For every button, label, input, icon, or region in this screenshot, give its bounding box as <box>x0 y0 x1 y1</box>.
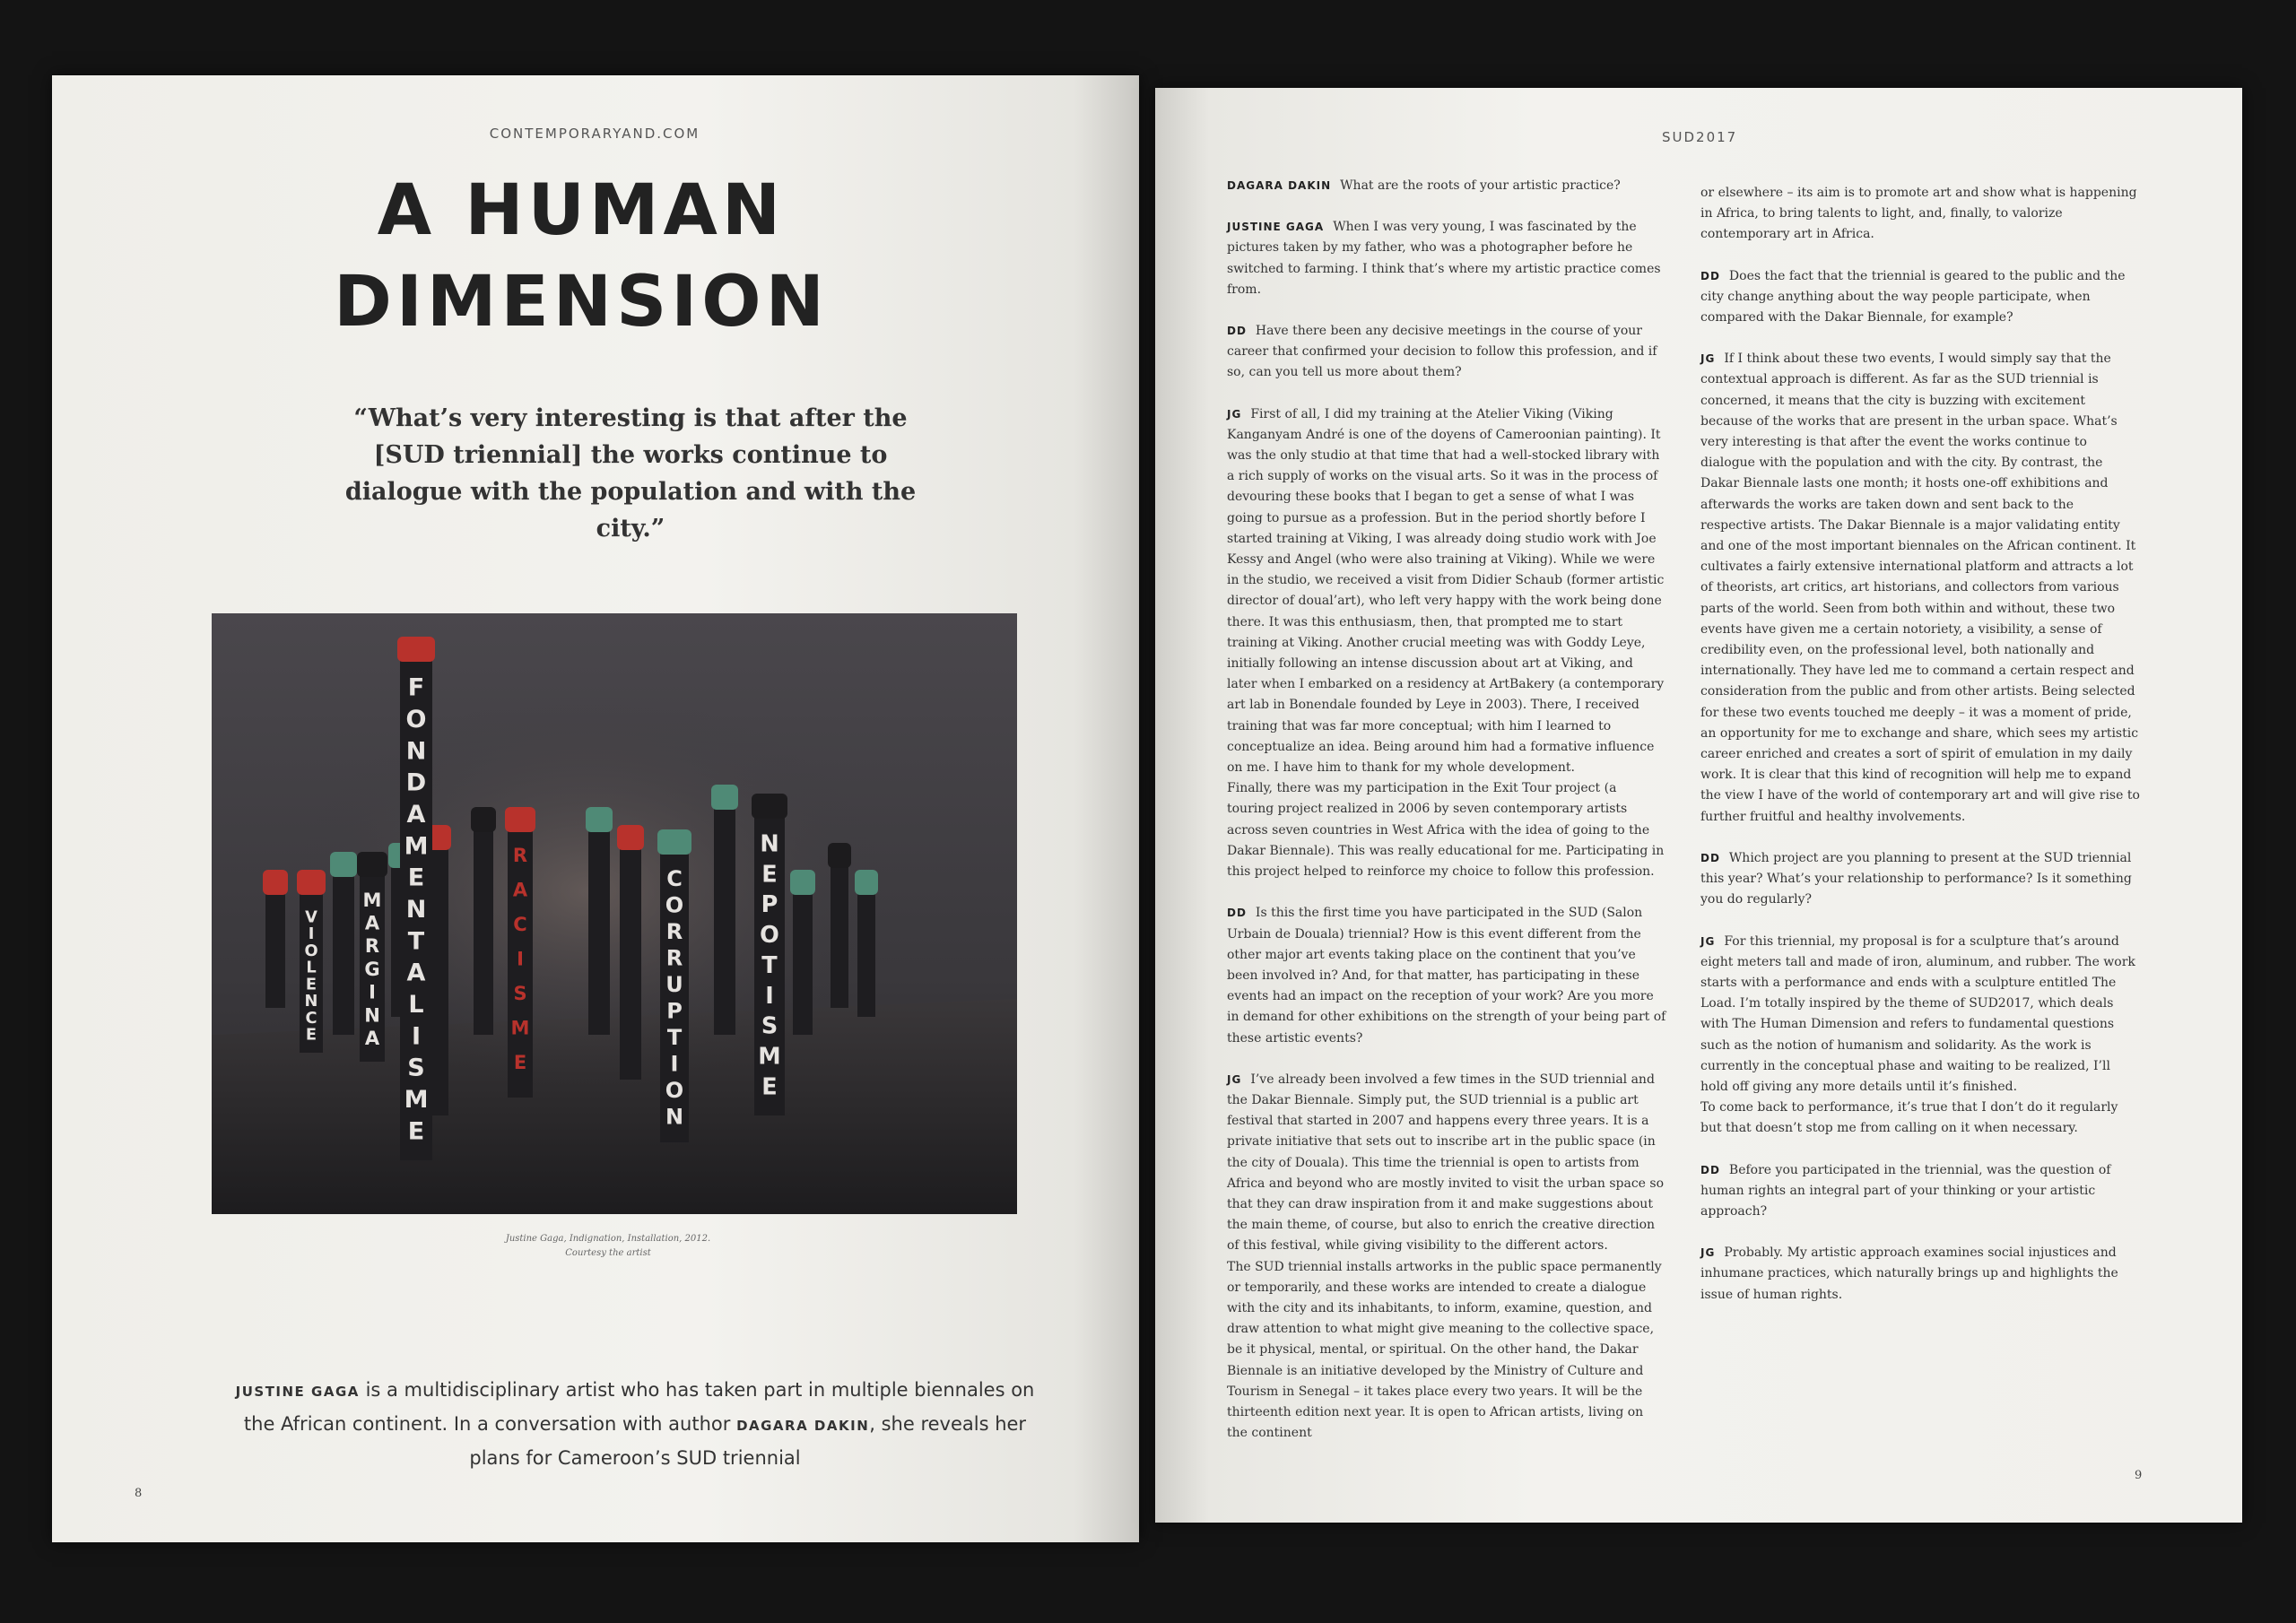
intro-text-2: , she reveals her plans for Cameroon’s SUD triennial <box>469 1413 1027 1469</box>
pillar-head <box>752 794 787 819</box>
speaker-label: JG <box>1700 1246 1716 1260</box>
pillar-letter: N <box>364 1004 380 1027</box>
running-head-right: SUD2017 <box>1662 129 1738 145</box>
running-head-left: CONTEMPORARYAND.COM <box>489 126 700 142</box>
pillar-letter: I <box>411 1022 422 1051</box>
title-line-1: A HUMAN <box>377 170 786 251</box>
pillar-letter: P <box>761 891 778 919</box>
pillar-letter: U <box>665 972 683 998</box>
interview-paragraph <box>1700 1243 2140 1306</box>
pillar-letter: S <box>407 1054 425 1082</box>
pillar-letter: I <box>765 982 774 1010</box>
pillar-letter: T <box>761 951 778 979</box>
pillar-letter: N <box>304 992 318 1011</box>
pillar-head <box>790 870 815 895</box>
pillar <box>474 820 493 1035</box>
pillar-letter: O <box>760 922 779 950</box>
pillar-letter: C <box>513 913 527 935</box>
pillar-letter: G <box>364 958 380 980</box>
pillar-letter: I <box>308 924 315 943</box>
pillar-letter: N <box>405 737 427 766</box>
photo-caption <box>321 1232 895 1261</box>
pillar-letter: E <box>513 1052 527 1074</box>
caption-line-1: Justine Gaga, Indignation, Installation, 2012. <box>505 1234 711 1244</box>
pillar-letter: E <box>305 975 317 994</box>
pillar-letter: N <box>760 830 779 858</box>
pillar-letter: S <box>513 983 527 1005</box>
interview-paragraph <box>1227 217 1666 300</box>
pillar-head <box>617 825 644 850</box>
pillar-letter: E <box>761 861 778 889</box>
installation-photo <box>212 613 1017 1214</box>
paragraph-text: or elsewhere – its aim is to promote art and show what is happening in Africa, to bring talents to light, and, finally, to valorize contemporary art in Africa. <box>1700 186 2137 242</box>
pillar-head <box>297 870 326 895</box>
pillar-letter: O <box>665 892 684 918</box>
pillar-letter: E <box>761 1073 778 1101</box>
speaker-label: JG <box>1227 407 1242 421</box>
pillar-letter: T <box>407 927 425 956</box>
pillar-letter: R <box>665 919 683 945</box>
speaker-label: JG <box>1227 1072 1242 1086</box>
pillar-letter: C <box>305 1008 317 1028</box>
interview-paragraph <box>1227 321 1666 384</box>
paragraph-text: Is this the first time you have participated in the SUD (Salon Urbain de Douala) triennial? How is this event different from the other major art events taking place on the continent that you’ve been involved in? And, for that matter, has participating in these events had an impact on the reception of your work? Are you more in demand for other exhibitions on the strength of your being part of these artistic events? <box>1227 906 1666 1046</box>
pillar-letter: M <box>404 832 429 861</box>
pillar-letter: A <box>512 879 528 901</box>
caption-line-2: Courtesy the artist <box>565 1248 651 1258</box>
left-page <box>52 75 1139 1542</box>
pillar-letter: I <box>369 981 376 1003</box>
paragraph-continuation: Finally, there was my participation in the Exit Tour project (a touring project realized in 2006 by seven contemporary artists across seven countries in West Africa with the idea of going to the Dakar Biennale). This was really educational for me. Participating in this project helped to reinforce my choice to follow this profession. <box>1227 781 1665 880</box>
right-page <box>1155 88 2242 1523</box>
pillar-letter: O <box>304 941 318 960</box>
page-number-right: 9 <box>2135 1469 2143 1482</box>
pillar <box>620 838 641 1080</box>
title-line-2: DIMENSION <box>334 262 829 343</box>
paragraph-text: First of all, I did my training at the Atelier Viking (Viking Kanganyam André is one of the doyens of Cameroonian painting). It was the only studio at that time that had a well-stocked library with a rich supply of works on the visual arts. So it was in the process of devouring these books that I began to get a sense of what I was going to pursue as a profession. But in the period shortly before I started training at Viking, I was already doing studio work with Joe Kessy and Angel (who were also training at Viking). While we were in the studio, we received a visit from Didier Schaub (former artistic director of doual’art), who left very happy with the work being done there. It was this enthusiasm, then, that prompted me to start training at Viking. Another crucial meeting was with Goddy Leye, initially following an intense discussion about art at Viking, and later when I embarked on a residency at ArtBakery (a contemporary art lab in Bonendale founded by Leye in 2003). There, I received training that was far more conceptual; with him I learned to conceptualize an idea. Being around him had a formative influence on me. I have him to thank for my whole development. <box>1227 406 1665 776</box>
pillar-letter: M <box>362 889 382 911</box>
speaker-label: JG <box>1700 352 1716 366</box>
pillar-letter: E <box>407 864 425 892</box>
paragraph-text: If I think about these two events, I would simply say that the contextual approach is different. As far as the SUD triennial is concerned, it means that the city is buzzing with excitement because of the works that are present in the urban space. What’s very interesting is that after the event the works continue to dialogue with the population and with the city. By contrast, the Dakar Biennale lasts one month; it hosts one-off exhibitions and afterwards the works are taken down and sent back to the respective artists. The Dakar Biennale is a major validating entity and one of the most important biennales on the African continent. It cultivates a fairly extensive international platform and attracts a lot of theorists, art critics, art historians, and collectors from various parts of the world. Seen from both within and without, these two events have given me a certain notoriety, a visibility, a sense of credibility even, on the professional level, both nationally and internationally. They have led me to command a certain respect and consideration from the public and from other artists. Being selected for these two events touched me deeply – it was a moment of pride, an opportunity for me to exchange and share, which sees my artistic career enriched and creates a sort of spirit of emulation in my daily work. It is clear that this kind of recognition will help me to expand the view I have of the world of contemporary art and will give rise to further fruitful and healthy involvements. <box>1700 352 2140 824</box>
speaker-label: DD <box>1700 851 1720 864</box>
pillar <box>857 882 875 1017</box>
interview-paragraph <box>1700 266 2140 329</box>
interview-paragraph <box>1700 1160 2140 1223</box>
pillar-head <box>471 807 496 832</box>
pillar-letter: S <box>761 1012 778 1040</box>
pillar-head <box>657 829 691 855</box>
intro-name-artist: JUSTINE GAGA <box>235 1384 360 1400</box>
pillar-letter: A <box>406 800 426 829</box>
pillar-head <box>505 807 535 832</box>
paragraph-text: Before you participated in the triennial, was the question of human rights an integral part of your thinking or your artistic approach? <box>1700 1162 2111 1219</box>
pillar-letter: A <box>406 959 426 987</box>
interview-paragraph <box>1700 349 2140 828</box>
installation-illustration <box>212 613 1017 1214</box>
article-title <box>258 165 904 348</box>
pillar <box>714 797 735 1035</box>
pillar-letter: M <box>510 1017 530 1039</box>
page-number-left: 8 <box>135 1487 143 1500</box>
pillar-head <box>263 870 288 895</box>
pillar-head <box>855 870 878 895</box>
pillar-letter: D <box>405 768 427 797</box>
interview-paragraph <box>1227 903 1666 1048</box>
speaker-label: DAGARA DAKIN <box>1227 179 1332 192</box>
pillar <box>831 855 848 1008</box>
pillar-head <box>330 852 357 877</box>
intro-text-1: is a multidisciplinary artist who has taken part in multiple biennales on the African continent. In a conversation with author <box>243 1379 1035 1435</box>
paragraph-text: Probably. My artistic approach examines social injustices and inhumane practices, which naturally brings up and highlights the issue of human rights. <box>1700 1245 2118 1302</box>
pillar-letter: A <box>364 912 380 934</box>
pillar-letter: M <box>758 1043 781 1071</box>
paragraph-text: When I was very young, I was fascinated by the pictures taken by my father, who was a photographer before he switched to farming. I think that’s where my artistic practice comes from. <box>1227 220 1661 297</box>
pillar-letter: L <box>408 990 424 1019</box>
pillar <box>588 820 610 1035</box>
speaker-label: JG <box>1700 934 1716 948</box>
paragraph-text: Which project are you planning to present at the SUD triennial this year? What’s your relationship to performance? Is it something you do regularly? <box>1700 850 2132 907</box>
pillar-letter: O <box>665 1078 684 1104</box>
pillar-head <box>586 807 613 832</box>
pillar <box>793 882 813 1035</box>
pillar-letter: V <box>305 907 317 927</box>
paragraph-text: Have there been any decisive meetings in the course of your career that confirmed your decision to follow this profession, and if so, can you tell us more about them? <box>1227 324 1657 380</box>
interview-paragraph <box>1700 848 2140 911</box>
pillar-letter: P <box>666 998 683 1024</box>
pillar-letter: L <box>306 958 317 977</box>
interview-paragraph <box>1700 932 2140 1098</box>
paragraph-continuation: The SUD triennial installs artworks in the public space permanently or temporarily, and these works are intended to create a dialogue with the city and its inhabitants, to inform, examine, question, and draw attention to what might give meaning to the collective space, be it physical, mental, or spiritual. On the other hand, the Dakar Biennale is an initiative developed by the Ministry of Culture and Tourism in Senegal – it takes place every two years. It will be the thirteenth edition next year. It is open to African artists, living on the continent <box>1227 1259 1662 1441</box>
intro-paragraph <box>231 1374 1039 1474</box>
interview-column-1 <box>1227 176 1666 1464</box>
interview-paragraph <box>1227 1070 1666 1257</box>
pillar-letter: E <box>407 1117 425 1146</box>
pillar-letter: R <box>665 945 683 971</box>
pillar-letter: E <box>305 1025 317 1045</box>
pillar <box>333 864 354 1035</box>
pillar-letter: N <box>665 1104 684 1130</box>
pillar-letter: I <box>670 1051 679 1077</box>
intro-name-author: DAGARA DAKIN <box>736 1418 870 1434</box>
pillar-letter: T <box>666 1025 683 1051</box>
paragraph-text: I’ve already been involved a few times in the SUD triennial and the Dakar Biennale. Simply put, the SUD triennial is a public art festival that started in 2007 and happens every three years. It is a private initiative that sets out to inscribe art in the public space (in the city of Douala). This time the triennial is open to artists from Africa and beyond who are mostly invited to visit the urban space so that they can draw inspiration from it and make suggestions about the main theme, of course, but also to enrich the creative direction of this festival, while giving visibility to the different actors. <box>1227 1072 1665 1254</box>
pillar-letter: O <box>405 705 427 733</box>
pull-quote: “What’s very interesting is that after the [SUD triennial] the works continue to dialogue with the population and with the city.” <box>344 404 917 542</box>
interview-column-2 <box>1700 183 2140 1326</box>
pillar-letter: N <box>405 895 427 924</box>
speaker-label: DD <box>1227 907 1247 920</box>
pillar-letter: F <box>407 673 425 702</box>
speaker-label: DD <box>1700 1163 1720 1176</box>
interview-paragraph <box>1227 176 1666 196</box>
speaker-label: DD <box>1700 269 1720 282</box>
pillar-letter: I <box>517 948 524 970</box>
paragraph-continuation: To come back to performance, it’s true that I don’t do it regularly but that doesn’t stop me from calling on it when necessary. <box>1700 1100 2118 1136</box>
speaker-label: DD <box>1227 325 1247 338</box>
pillar-head <box>397 637 435 662</box>
pillar-letter: R <box>364 935 380 958</box>
paragraph-text: Does the fact that the triennial is geared to the public and the city change anything about the way people participate, when compared with the Dakar Biennale, for example? <box>1700 268 2126 325</box>
pillar-letter: A <box>364 1028 380 1050</box>
speaker-label: JUSTINE GAGA <box>1227 221 1325 234</box>
paragraph-text: What are the roots of your artistic practice? <box>1340 178 1621 193</box>
pillar-letter: C <box>666 866 683 892</box>
paragraph-text: For this triennial, my proposal is for a sculpture that’s around eight meters tall and made of iron, aluminum, and rubber. The work starts with a performance and ends with a sculpture entitled The Load. I’m totally inspired by the theme of SUD2017, which deals with The Human Dimension and refers to fundamental questions such as the notion of humanism and solidarity. As the work is currently in the conceptual phase and waiting to be realized, I’ll hold off giving any more details until it’s finished. <box>1700 933 2135 1094</box>
pillar-head <box>711 785 738 810</box>
interview-paragraph <box>1700 183 2140 246</box>
pillar <box>265 882 285 1008</box>
pillar-letter: M <box>404 1085 429 1114</box>
pillar-letter: R <box>512 844 528 866</box>
pillar-head <box>828 843 851 868</box>
pillar-head <box>357 852 387 877</box>
interview-paragraph <box>1227 404 1666 779</box>
